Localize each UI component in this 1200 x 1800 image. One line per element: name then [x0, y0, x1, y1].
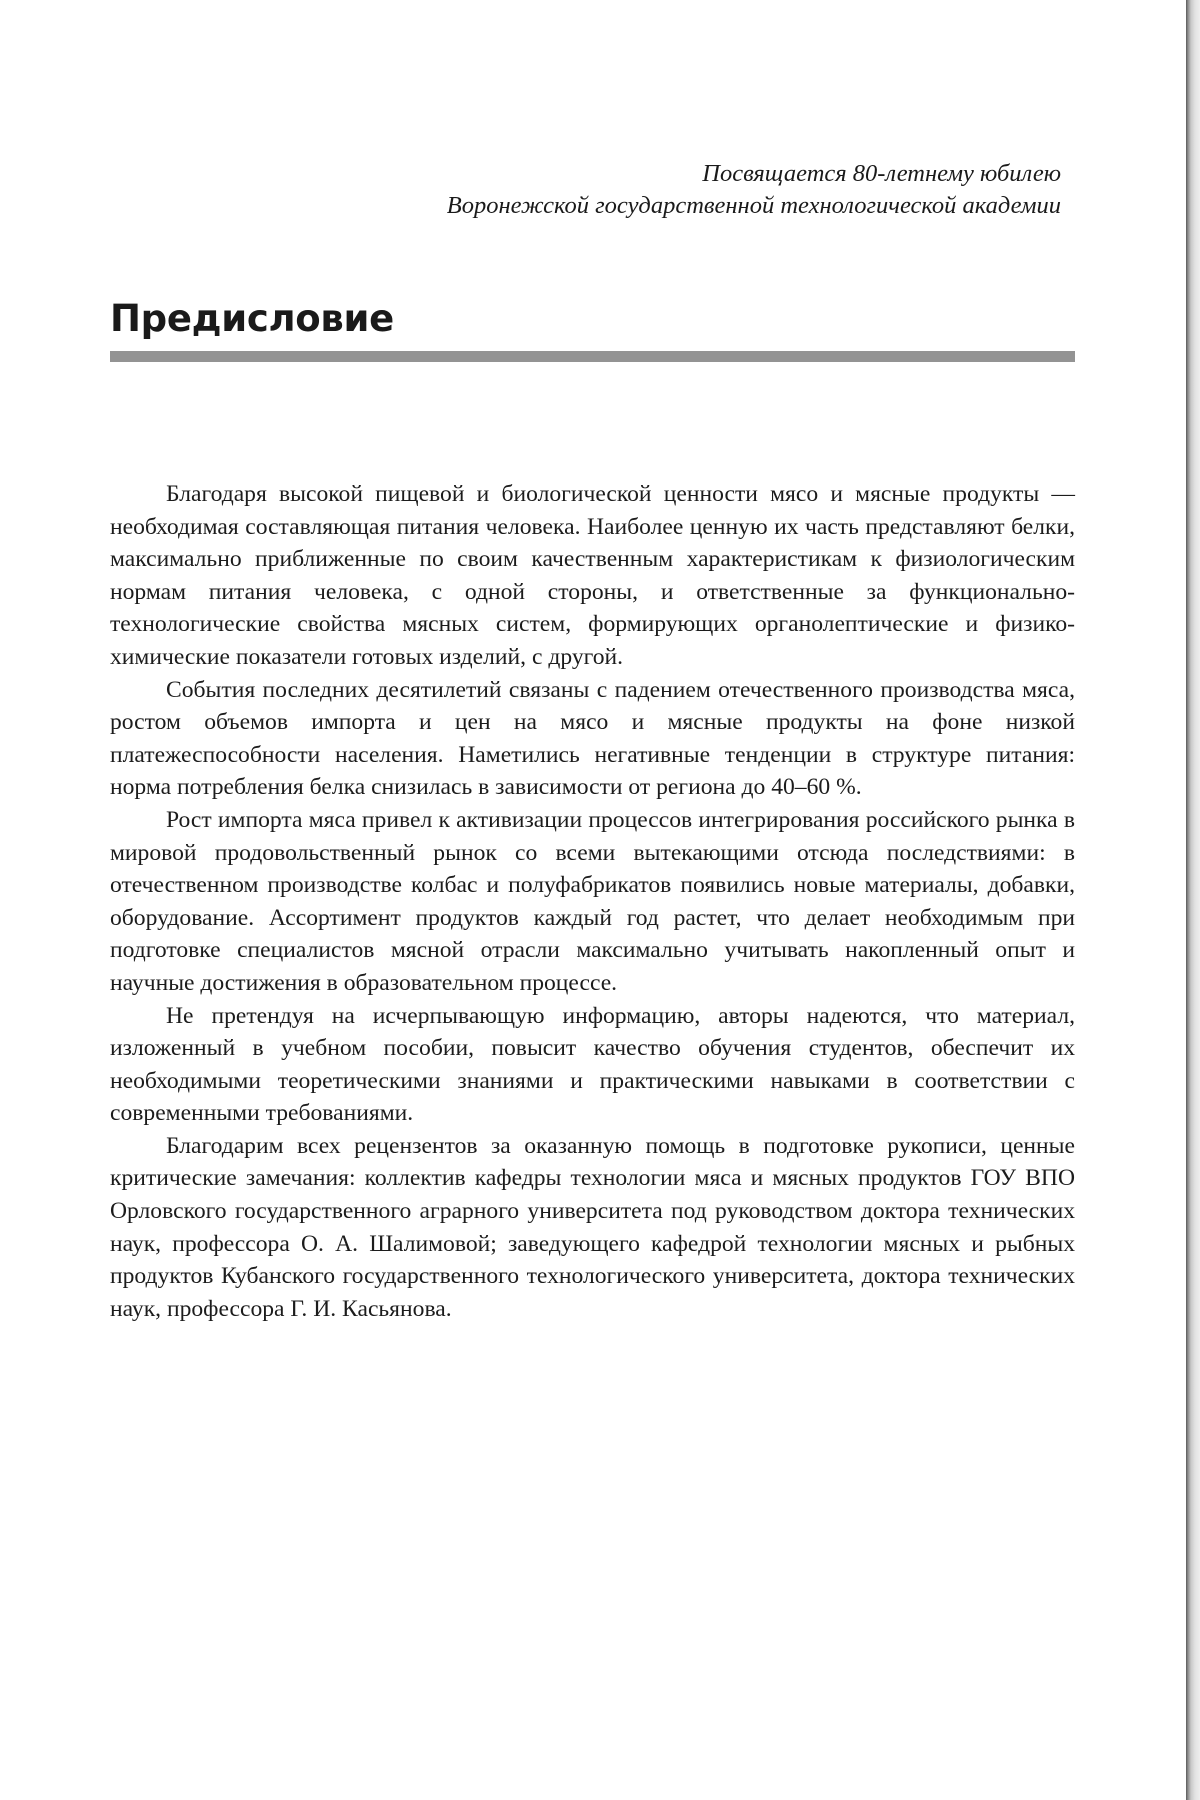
paragraph-1: Благодаря высокой пищевой и биологической ценности мясо и мясные продукты — необходимая составляющая питания человека. Наиболее ценную их часть представляют белки, максимально приближенные по своим качественным характеристикам к физиологическим нормам питания человека, с одной стороны, и ответственные за функционально-технологические свойства мясных систем, формирующих органолептические и физико-химические показатели готовых изделий, с другой. — [110, 481, 1075, 670]
dedication — [447, 158, 1061, 222]
body-text — [110, 478, 1075, 1325]
page-edge-shadow — [1186, 0, 1200, 1800]
dedication-line-1: Посвящается 80-летнему юбилею — [702, 160, 1061, 187]
paragraph-3: Рост импорта мяса привел к активизации процессов интегрирования российского рынка в мировой продовольственный рынок со всеми вытекающими отсюда последствиями: в отечественном производстве колбас и полуфабрикатов появились новые материалы, добавки, оборудование. Ассортимент продуктов каждый год растет, что делает необходимым при подготовке специалистов мясной отрасли максимально учитывать накопленный опыт и научные достижения в образовательном процессе. — [110, 806, 1075, 996]
page-title: Предисловие — [110, 297, 394, 340]
paragraph-4: Не претендуя на исчерпывающую информацию, авторы надеются, что материал, изложенный в учебном пособии, повысит качество обучения студентов, обеспечит их необходимыми теоретическими знаниями и практическими навыками в соответствии с современными требованиями. — [110, 1002, 1075, 1127]
dedication-line-2: Воронежской государственной технологической академии — [446, 192, 1061, 219]
paragraph-2: События последних десятилетий связаны с падением отечественного производства мяса, ростом объемов импорта и цен на мясо и мясные продукты на фоне низкой платежеспособности населения. Наметились негативные тенденции в структуре питания: норма потребления белка снизилась в зависимости от региона до 40–60 %. — [110, 676, 1075, 801]
heading-divider — [110, 351, 1075, 362]
paragraph-5: Благодарим всех рецензентов за оказанную помощь в подготовке рукописи, ценные критические замечания: коллектив кафедры технологии мяса и мясных продуктов ГОУ ВПО Орловского государственного аграрного университета под руководством доктора технических наук, профессора О. А. Шалимовой; заведующего кафедрой технологии мясных и рыбных продуктов Кубанского государственного технологического университета, доктора технических наук, профессора Г. И. Касьянова. — [110, 1132, 1075, 1322]
